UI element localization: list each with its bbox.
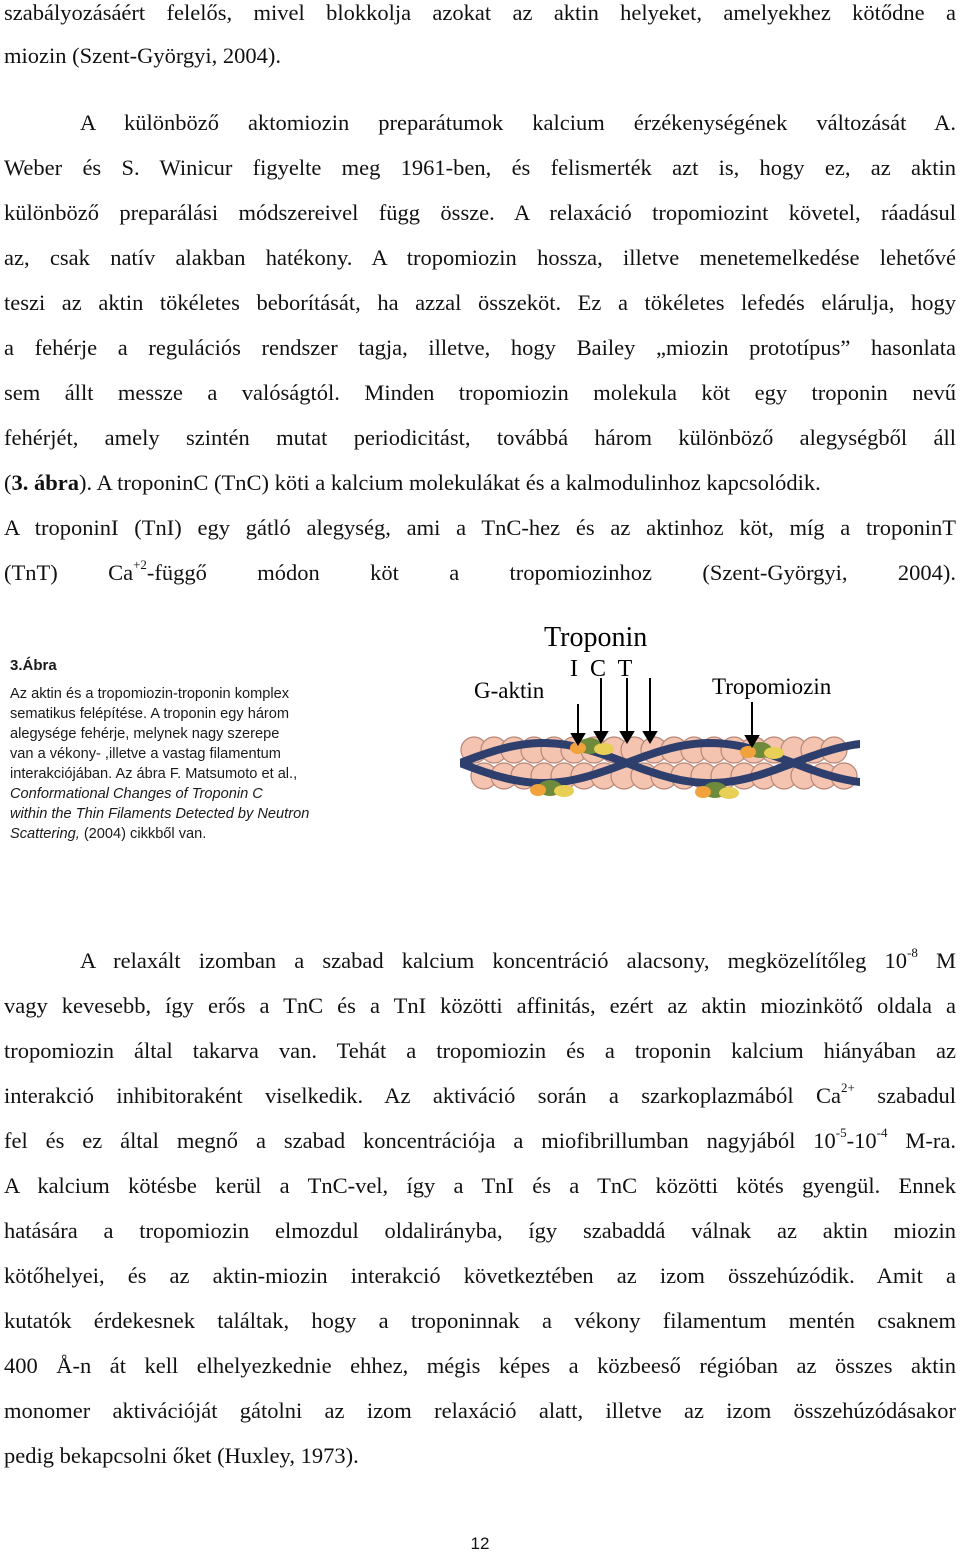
paragraph-line: a fehérje a regulációs rendszer tagja, illetve, hogy Bailey „miozin prototípus” hasonlata [4,335,956,360]
troponin-t-subunit [764,747,784,759]
figure-title: 3.Ábra [10,657,57,674]
paragraph-line: (3. ábra). A troponinC (TnC) köti a kalcium molekulákat és a kalmodulinhoz kapcsolódik. [4,470,821,495]
paragraph-line: monomer aktivációját gátolni az izom relaxáció alatt, illetve az izom összehúzódásakor [4,1398,956,1423]
troponin-subunits-label: I C T [570,656,633,682]
troponin-i-subunit [530,784,546,796]
paragraph-line: A troponinI (TnI) egy gátló alegység, ami a TnC-hez és az aktinhoz köt, míg a troponinT [4,515,956,540]
paragraph-line: Weber és S. Winicur figyelte meg 1961-ben, és felismerték azt is, hogy ez, az aktin [4,155,956,180]
caption-line: alegysége fehérje, melynek nagy szerepe [10,726,280,742]
caption-line: interakciójában. Az ábra F. Matsumoto et al., [10,766,298,782]
troponin-t-subunit [554,785,574,797]
tropomyosin-label: Tropomiozin [712,674,832,699]
paragraph-line: A relaxált izomban a szabad kalcium koncentráció alacsony, megközelítőleg $10^{-8}$ M [80,944,956,973]
troponin-t-subunit [719,787,739,799]
paragraph-line: hatására a tropomiozin elmozdul oldalirányba, így szabaddá válnak az aktin miozin [4,1218,956,1243]
troponin-i-subunit [740,746,756,758]
caption-line: Scattering, (2004) cikkből van. [10,826,207,842]
caption-line: within the Thin Filaments Detected by Neutron [10,806,310,822]
paragraph-line: sem állt messze a valóságtól. Minden tropomiozin molekula köt egy troponin nevű [4,380,956,405]
g-actin-label: G-aktin [474,678,545,703]
troponin-label: Troponin [544,622,648,653]
paragraph-line: 400 Å-n át kell elhelyezkednie ehhez, mégis képes a közbeeső régióban az összes aktin [4,1353,956,1378]
paragraph-line: (TnT) $Ca^{+2}$-függő módon köt a tropomiozinhoz (Szent-Györgyi, 2004). [4,556,957,585]
figure-caption [10,656,350,844]
paragraph-line: fel és ez által megnő a szabad koncentrációja a miofibrillumban nagyjából $10^{-5}-10^{-4}$ M-ra. [4,1124,956,1153]
paragraph-line: kutatók érdekesnek találtak, hogy a troponinnak a vékony filamentum mentén csaknem [4,1308,956,1333]
paragraph-line: vagy kevesebb, így erős a TnC és a TnI közötti affinitás, ezért az aktin miozinkötő oldala a [4,993,956,1018]
paragraph-line: szabályozásáért felelős, mivel blokkolja azokat az aktin helyeket, amelyekhez kötődne a [4,0,956,25]
paragraph-line: teszi az aktin tökéletes beborítását, ha azzal összeköt. Ez a tökéletes lefedés elárulja, hogy [4,290,956,315]
caption-line: Conformational Changes of Troponin C [10,786,263,802]
page-number: 12 [470,1534,490,1553]
troponin-t-subunit [594,743,614,755]
paragraph-line: az, csak natív alakban hatékony. A tropomiozin hossza, illetve menetemelkedése lehetővé [4,245,956,270]
thin-filament-diagram [460,618,860,838]
paragraph-line: kötőhelyei, és az aktin-miozin interakció következtében az izom összehúzódik. Amit a [4,1263,956,1288]
paragraph-line: A kalcium kötésbe kerül a TnC-vel, így a TnI és a TnC közötti kötés gyengül. Ennek [4,1173,956,1198]
paragraph-line: A különböző aktomiozin preparátumok kalcium érzékenységének változását A. [80,110,956,135]
caption-line: Az aktin és a tropomiozin-troponin komplex [10,686,290,702]
paragraph-line: pedig bekapcsolni őket (Huxley, 1973). [4,1443,359,1468]
paragraph-line: tropomiozin által takarva van. Tehát a tropomiozin és a troponin kalcium hiányában az [4,1038,956,1063]
paragraph-line: miozin (Szent-Györgyi, 2004). [4,43,282,68]
caption-line: van a vékony- ,illetve a vastag filamentum [10,746,281,762]
paragraph-line: különböző preparálási módszereivel függ össze. A relaxáció tropomiozint követel, ráadásul [4,200,956,225]
troponin-i-subunit [695,786,711,798]
paragraph-line: interakció inhibitoraként viselkedik. Az aktiváció során a szarkoplazmából $Ca^{2+}$ szabadul [4,1079,957,1108]
figure-reference: 3. ábra [11,470,79,495]
caption-line: sematikus felépítése. A troponin egy három [10,706,290,722]
paragraph-line: fehérjét, amely szintén mutat periodicitást, továbbá három különböző alegységből áll [4,425,956,450]
